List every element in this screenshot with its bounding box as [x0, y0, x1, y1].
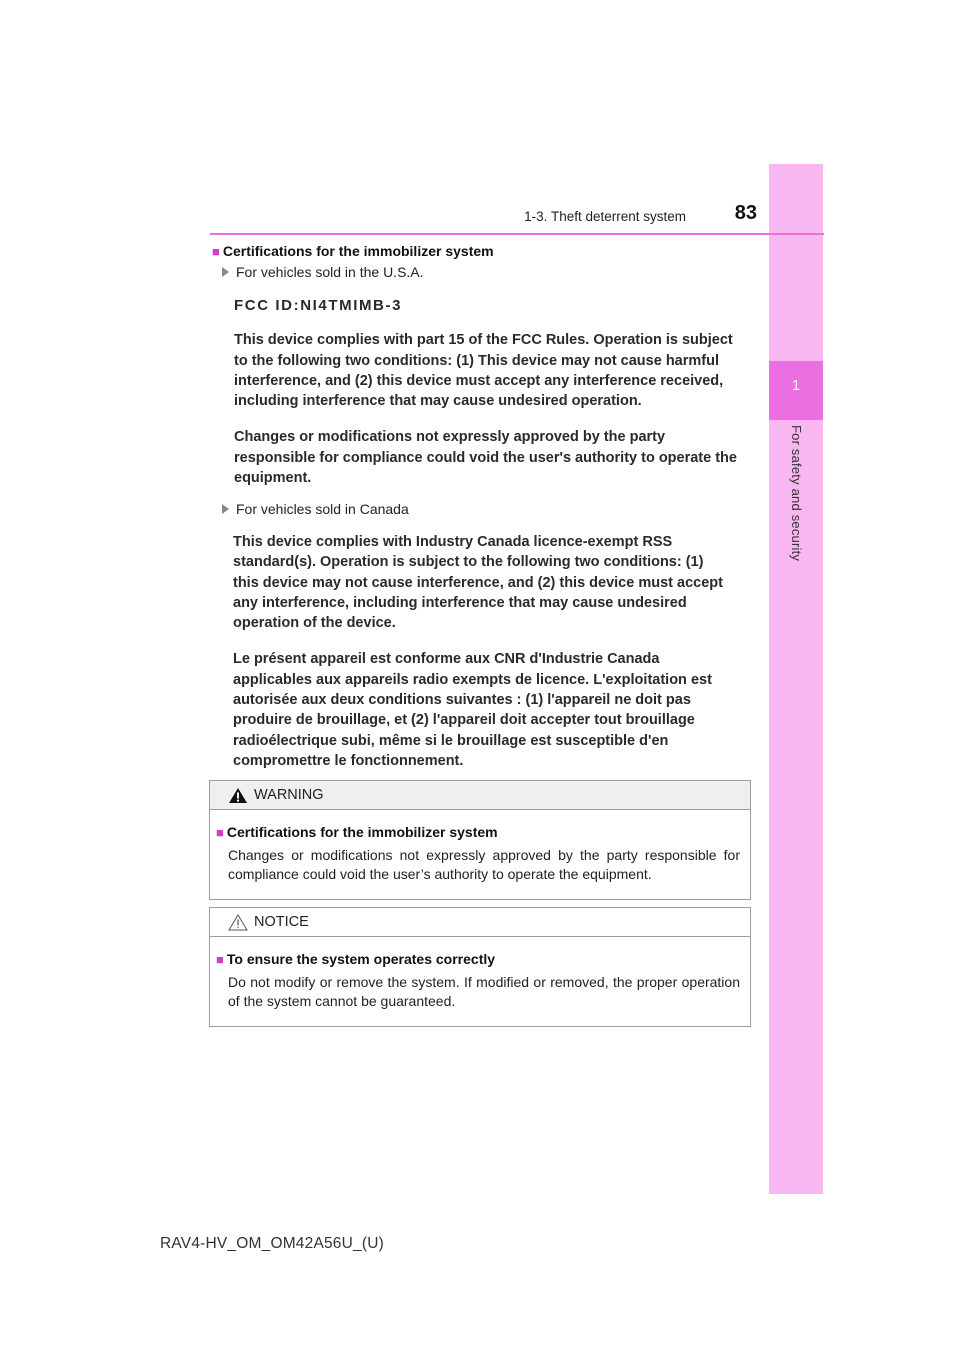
section-heading-text: Certifications for the immobilizer system	[222, 243, 494, 259]
section-title: 1-3. Theft deterrent system	[524, 209, 686, 224]
square-bullet-icon: ■	[216, 952, 224, 967]
page-number: 83	[734, 202, 757, 224]
canada-bullet-text: For vehicles sold in Canada	[236, 501, 409, 517]
section-heading	[212, 243, 494, 259]
triangle-bullet-icon	[222, 267, 229, 277]
canada-bullet	[222, 501, 409, 517]
ic-paragraph-english: This device complies with Industry Canada licence-exempt RSS standard(s). Operation is subject to the following two conditions: (1) this device may not cause interference, and (2) this device must accept any interference, including interference that may cause undesired operation of the device.	[233, 534, 723, 632]
notice-body	[210, 937, 750, 1026]
header-rule	[210, 233, 824, 235]
triangle-bullet-icon	[222, 504, 229, 514]
ic-paragraph-french: Le présent appareil est conforme aux CNR d'Industrie Canada applicables aux appareils radio exempts de licence. L'exploitation est autorisée aux deux conditions suivantes : (1) l'appareil ne doit pas produire de brouillage, et (2) l'appareil doit accepter tout brouillage radioélectrique subi, même si le brouillage est susceptible d'en compromettre le fonctionnement.	[233, 651, 712, 769]
warning-heading-text: Certifications for the immobilizer system	[226, 824, 498, 840]
square-bullet-icon: ■	[212, 244, 220, 259]
notice-box	[209, 907, 751, 1027]
notice-header	[210, 908, 750, 937]
notice-title: NOTICE	[254, 914, 309, 930]
warning-box	[209, 780, 751, 900]
notice-text: Do not modify or remove the system. If modified or removed, the proper operation of the system cannot be guaranteed.	[228, 974, 740, 1009]
fcc-paragraph-1: This device complies with part 15 of the FCC Rules. Operation is subject to the following two conditions: (1) This device may not cause harmful interference, and (2) this device must accept any interference received, including interference that may cause undesired operation.	[234, 332, 733, 410]
usa-bullet-text: For vehicles sold in the U.S.A.	[236, 264, 424, 280]
usa-bullet	[222, 264, 424, 280]
warning-heading	[216, 824, 740, 840]
square-bullet-icon: ■	[216, 825, 224, 840]
fcc-label-image	[234, 296, 739, 504]
notice-heading-text: To ensure the system operates correctly	[226, 951, 496, 967]
warning-header	[210, 781, 750, 810]
warning-triangle-icon	[228, 787, 248, 804]
fcc-paragraph-2: Changes or modifications not expressly approved by the party responsible for compliance could void the user's authority to operate the equipment.	[234, 429, 737, 487]
notice-triangle-icon	[228, 914, 248, 931]
chapter-label: For safety and security	[789, 425, 804, 562]
chapter-side-tab	[769, 164, 823, 1194]
notice-heading	[216, 951, 740, 967]
document-code: RAV4-HV_OM_OM42A56U_(U)	[160, 1235, 384, 1252]
warning-body	[210, 810, 750, 899]
chapter-number: 1	[769, 361, 823, 420]
ic-label-image	[233, 532, 725, 787]
warning-title: WARNING	[254, 787, 324, 803]
warning-text: Changes or modifications not expressly approved by the party responsible for compliance could void the user’s authority to operate the equipment.	[228, 847, 740, 882]
fcc-id: FCC ID:NI4TMIMB-3	[234, 297, 403, 314]
